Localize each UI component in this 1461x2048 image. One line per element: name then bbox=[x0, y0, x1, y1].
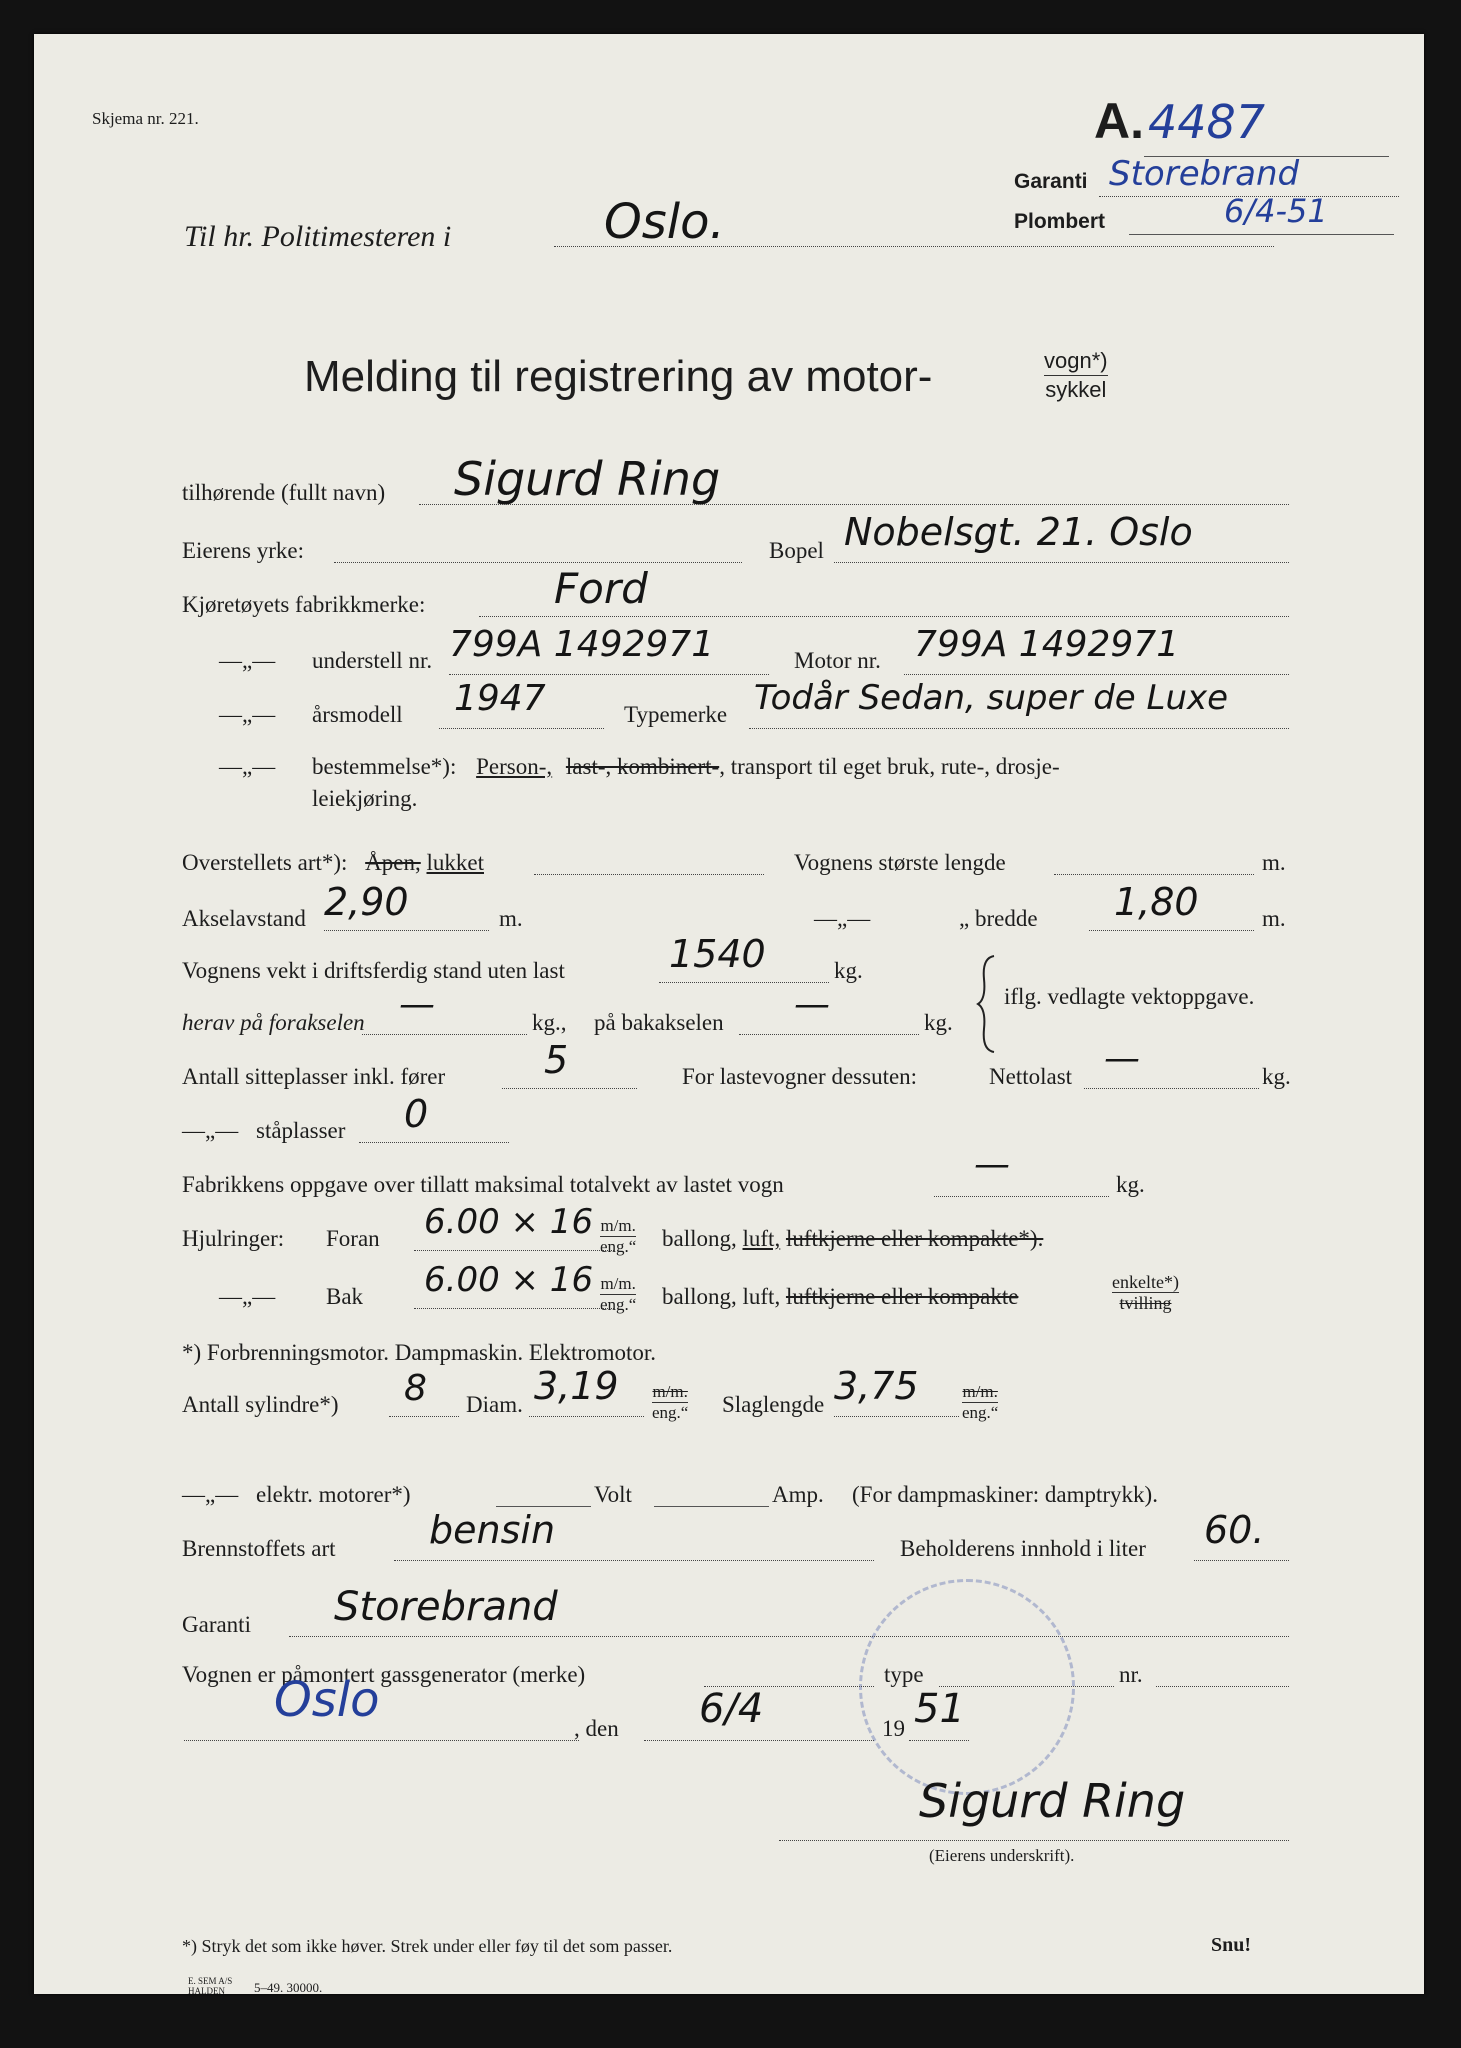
occupation-label: Eierens yrke: bbox=[182, 538, 304, 563]
wheelbase-value: 2,90 bbox=[324, 880, 409, 924]
amp-label: Amp. bbox=[772, 1482, 824, 1507]
make-value: Ford bbox=[554, 564, 648, 613]
cylinders-value: 8 bbox=[404, 1368, 427, 1409]
tires-rear-luft: luft, bbox=[742, 1284, 781, 1309]
body-label: Overstellets art*): bbox=[182, 850, 348, 875]
diam-label: Diam. bbox=[466, 1392, 523, 1417]
length-unit: m. bbox=[1262, 850, 1286, 875]
form-number: Skjema nr. 221. bbox=[92, 109, 199, 128]
tires-enkelte: enkelte*) bbox=[1112, 1272, 1179, 1292]
tires-front-unit-top: m/m. bbox=[600, 1216, 636, 1235]
printer-line2: HALDEN bbox=[188, 1986, 225, 1996]
reference-number bbox=[1094, 92, 1265, 150]
signature-caption: (Eierens underskrift). bbox=[929, 1846, 1075, 1865]
tires-front-ballong: ballong, bbox=[662, 1226, 737, 1251]
max-weight-unit: kg. bbox=[1116, 1172, 1145, 1197]
purpose-line2: leiekjøring. bbox=[312, 786, 418, 811]
garanti-box-label: Garanti bbox=[1014, 170, 1088, 193]
guarantee-value: Storebrand bbox=[334, 1584, 558, 1630]
tires-front-unit bbox=[600, 1216, 636, 1257]
cargo-label: For lastevogner dessuten: bbox=[682, 1064, 918, 1089]
tires-front-luft: luft, bbox=[742, 1226, 781, 1251]
owner-value: Sigurd Ring bbox=[454, 452, 721, 506]
weight-label: Vognens vekt i driftsferdig stand uten last bbox=[182, 958, 565, 983]
length-label: Vognens største lengde bbox=[794, 850, 1006, 875]
weight-unit: kg. bbox=[834, 958, 863, 983]
steam-note: (For dampmaskiner: damptrykk). bbox=[852, 1482, 1158, 1507]
ditto-6: —„— bbox=[219, 1284, 276, 1309]
tires-front-struck: luftkjerne eller kompakte*). bbox=[785, 1226, 1044, 1251]
rear-axle-unit: kg. bbox=[924, 1010, 953, 1035]
residence-value: Nobelsgt. 21. Oslo bbox=[844, 510, 1193, 554]
fuel-label: Brennstoffets art bbox=[182, 1536, 336, 1561]
owner-signature: Sigurd Ring bbox=[919, 1774, 1186, 1828]
title-vehicle-type bbox=[1044, 347, 1108, 404]
printer-line1: E. SEM A/S bbox=[188, 1976, 233, 1986]
date-value: 6/4 bbox=[699, 1686, 764, 1732]
ditto-1: —„— bbox=[219, 648, 276, 673]
tires-tvilling: tvilling bbox=[1112, 1292, 1179, 1313]
title-vogn: vogn*) bbox=[1044, 347, 1108, 376]
purpose-person: Person-, bbox=[476, 754, 553, 779]
tank-label: Beholderens innhold i liter bbox=[900, 1536, 1146, 1561]
rear-axle-label: på bakakselen bbox=[594, 1010, 724, 1035]
max-weight-label: Fabrikkens oppgave over tillatt maksimal totalvekt av lastet vogn bbox=[182, 1172, 784, 1197]
footnote: *) Stryk det som ikke høver. Strek under eller føy til det som passer. bbox=[182, 1936, 673, 1956]
electric-label: elektr. motorer*) bbox=[256, 1482, 411, 1507]
motor-label: Motor nr. bbox=[794, 648, 881, 673]
wheelbase-label: Akselavstand bbox=[182, 906, 306, 931]
gas-nr-label: nr. bbox=[1119, 1662, 1143, 1687]
reference-value: 4487 bbox=[1148, 95, 1266, 149]
tires-rear-kind bbox=[662, 1284, 1018, 1310]
place-value: Oslo bbox=[274, 1672, 380, 1728]
stroke-unit-bottom: eng.“ bbox=[962, 1403, 999, 1422]
purpose-label: bestemmelse*): bbox=[312, 754, 457, 779]
tires-rear-ballong: ballong, bbox=[662, 1284, 737, 1309]
motor-value: 799A 1492971 bbox=[914, 624, 1180, 665]
diam-unit-top: m/m. bbox=[652, 1382, 688, 1401]
plombert-value: 6/4-51 bbox=[1224, 192, 1328, 230]
tires-front-label: Foran bbox=[326, 1226, 380, 1251]
purpose-line bbox=[312, 754, 1060, 780]
tires-rear-unit bbox=[600, 1274, 636, 1315]
model-year-value: 1947 bbox=[454, 678, 546, 719]
body-open: Åpen, bbox=[365, 850, 421, 875]
seats-label: Antall sitteplasser inkl. fører bbox=[182, 1064, 446, 1089]
volt-label: Volt bbox=[594, 1482, 632, 1507]
net-load-value: — bbox=[1104, 1038, 1140, 1079]
stroke-value: 3,75 bbox=[834, 1364, 919, 1408]
type-label: Typemerke bbox=[624, 702, 728, 727]
printer-code: 5–49. 30000. bbox=[254, 1980, 323, 1995]
net-load-label: Nettolast bbox=[989, 1064, 1073, 1089]
body-closed: lukket bbox=[426, 850, 484, 875]
width-label: „ bredde bbox=[959, 906, 1038, 931]
front-axle-value: — bbox=[399, 984, 435, 1025]
seats-value: 5 bbox=[544, 1038, 569, 1082]
turn-over: Snu! bbox=[1211, 1934, 1252, 1956]
gas-generator-label: Vognen er påmontert gassgenerator (merke) bbox=[182, 1662, 586, 1687]
net-load-unit: kg. bbox=[1262, 1064, 1291, 1089]
tires-front-kind bbox=[662, 1226, 1043, 1252]
weight-note: iflg. vedlagte vektoppgave. bbox=[1004, 984, 1255, 1009]
diam-unit bbox=[652, 1382, 688, 1423]
ditto-2: —„— bbox=[219, 702, 276, 727]
width-value: 1,80 bbox=[1114, 880, 1199, 924]
reference-prefix: A. bbox=[1094, 93, 1144, 149]
den-label: , den bbox=[574, 1716, 619, 1741]
tires-rear-label: Bak bbox=[326, 1284, 364, 1309]
stroke-label: Slaglengde bbox=[722, 1392, 825, 1417]
tank-value: 60. bbox=[1204, 1508, 1265, 1552]
ditto-3: —„— bbox=[219, 754, 276, 779]
tires-front-unit-bottom: eng.“ bbox=[600, 1237, 637, 1256]
type-value: Todår Sedan, super de Luxe bbox=[754, 678, 1229, 718]
wheelbase-unit: m. bbox=[499, 906, 523, 931]
make-label: Kjøretøyets fabrikkmerke: bbox=[182, 592, 426, 617]
tires-label: Hjulringer: bbox=[182, 1226, 285, 1251]
chassis-label: understell nr. bbox=[312, 648, 433, 673]
ditto-4: —„— bbox=[814, 906, 871, 931]
ditto-7: —„— bbox=[182, 1482, 239, 1507]
diam-unit-bottom: eng.“ bbox=[652, 1403, 689, 1422]
ditto-5: —„— bbox=[182, 1118, 239, 1143]
title-sykkel: sykkel bbox=[1045, 377, 1107, 402]
weight-value: 1540 bbox=[669, 932, 766, 976]
stroke-unit bbox=[962, 1382, 998, 1423]
tires-rear-value: 6.00 × 16 bbox=[424, 1260, 594, 1300]
recipient-city: Oslo. bbox=[604, 194, 725, 250]
owner-label: tilhørende (fullt navn) bbox=[182, 480, 386, 505]
body-line bbox=[182, 850, 484, 876]
width-unit: m. bbox=[1262, 906, 1286, 931]
engine-types: *) Forbrenningsmotor. Dampmaskin. Elektromotor. bbox=[182, 1340, 657, 1365]
tires-front-value: 6.00 × 16 bbox=[424, 1202, 594, 1242]
rear-axle-value: — bbox=[794, 984, 830, 1025]
standing-label: ståplasser bbox=[256, 1118, 346, 1143]
residence-label: Bopel bbox=[769, 538, 824, 563]
guarantee-label: Garanti bbox=[182, 1612, 251, 1637]
form-page bbox=[34, 34, 1424, 1994]
tires-rear-unit-top: m/m. bbox=[600, 1274, 636, 1293]
recipient-label: Til hr. Politimesteren i bbox=[184, 220, 452, 253]
model-year-label: årsmodell bbox=[312, 702, 403, 727]
garanti-box-value: Storebrand bbox=[1109, 154, 1300, 194]
tires-rear-mount bbox=[1112, 1272, 1179, 1313]
gas-type-label: type bbox=[884, 1662, 924, 1687]
fuel-value: bensin bbox=[429, 1508, 556, 1552]
standing-value: 0 bbox=[404, 1092, 429, 1136]
diam-value: 3,19 bbox=[534, 1364, 619, 1408]
plombert-label: Plombert bbox=[1014, 210, 1106, 233]
purpose-struck: last-, kombinert- bbox=[565, 754, 720, 779]
form-title: Melding til registrering av motor- bbox=[304, 352, 933, 401]
year-suffix: 51 bbox=[914, 1686, 965, 1732]
front-axle-unit: kg., bbox=[532, 1010, 567, 1035]
printer-mark bbox=[188, 1976, 232, 1996]
cylinders-label: Antall sylindre*) bbox=[182, 1392, 339, 1417]
purpose-rest: , transport til eget bruk, rute-, drosje- bbox=[719, 754, 1060, 779]
chassis-value: 799A 1492971 bbox=[449, 624, 715, 665]
front-axle-label: herav på forakselen bbox=[182, 1010, 365, 1035]
year-prefix: 19 bbox=[882, 1716, 905, 1741]
weight-brace bbox=[974, 954, 1004, 1054]
max-weight-value: — bbox=[974, 1144, 1010, 1185]
tires-rear-unit-bottom: eng.“ bbox=[600, 1295, 637, 1314]
stroke-unit-top: m/m. bbox=[962, 1382, 998, 1401]
tires-rear-struck: luftkjerne eller kompakte bbox=[785, 1284, 1019, 1309]
